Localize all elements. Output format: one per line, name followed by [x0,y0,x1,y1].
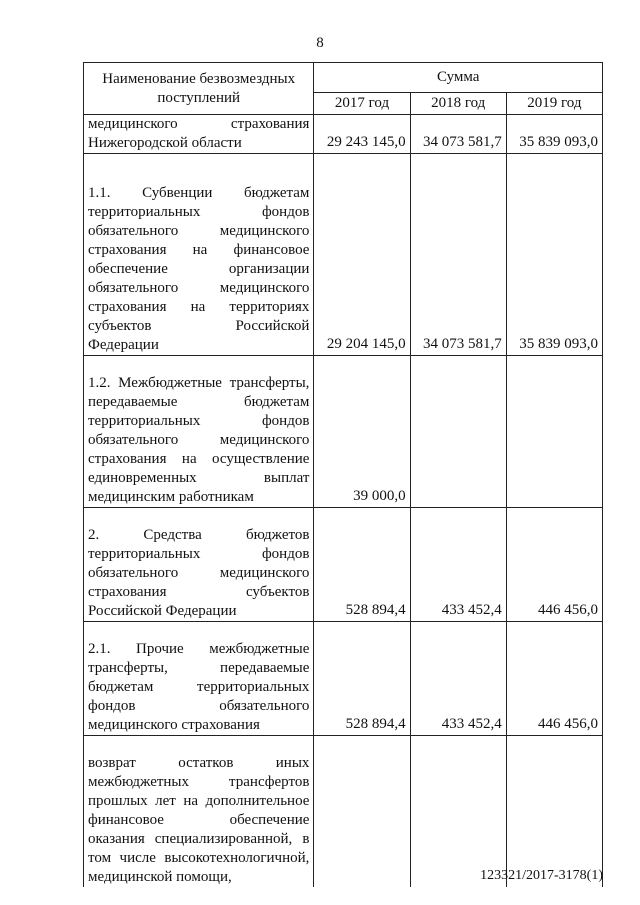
header-year-2019: 2019 год [506,93,602,115]
row-name-line: медицинского страхования [88,116,310,132]
row-name-line: территориальных фондов [88,204,310,220]
value-cell-2018: 34 073 581,7 [410,115,506,154]
row-name-line: Российской Федерации [88,603,237,619]
table-row [84,154,603,356]
value-cell-2018: 433 452,4 [410,622,506,736]
row-name-line: финансовое обеспечение [88,812,310,828]
row-name-line: прошлых лет на дополнительное [88,793,310,809]
value-cell-2017: 29 243 145,0 [314,115,410,154]
revenue-table [83,62,603,887]
value-cell-2018: 433 452,4 [410,508,506,622]
row-name-line: обеспечение организации [88,261,310,277]
row-name-line: том числе высокотехнологичной, [88,850,310,866]
value-cell-2018 [410,356,506,508]
table-row [84,356,603,508]
row-name-line: единовременных выплат [88,470,310,486]
row-name [84,115,314,154]
row-name-line: Федерации [88,337,159,353]
value-cell-2019: 446 456,0 [506,508,602,622]
value-cell-2019 [506,736,602,888]
row-name-line: трансферты, передаваемые [88,660,310,676]
row-name-line: страхования на территориях [88,299,310,315]
value-cell-2019: 35 839 093,0 [506,115,602,154]
table-row [84,115,603,154]
value-cell-2018: 34 073 581,7 [410,154,506,356]
value-cell-2017 [314,736,410,888]
value-cell-2019: 35 839 093,0 [506,154,602,356]
value-cell-2017: 528 894,4 [314,622,410,736]
value-cell-2019: 446 456,0 [506,622,602,736]
row-name-line: медицинского страхования [88,717,260,733]
row-name-line: 1.2. Межбюджетные трансферты, [88,375,310,391]
row-name-line: медицинской помощи, [88,869,232,885]
header-year-2018: 2018 год [410,93,506,115]
row-name-line: бюджетам территориальных [88,679,310,695]
row-name-line: 2.1. Прочие межбюджетные [88,641,310,657]
table-row [84,736,603,888]
row-name [84,736,314,888]
row-name-line: медицинским работникам [88,489,254,505]
row-name-line: передаваемые бюджетам [88,394,310,410]
row-name-line: обязательного медицинского [88,280,310,296]
row-name-line: страхования субъектов [88,584,310,600]
row-name [84,154,314,356]
row-name-line: фондов обязательного [88,698,310,714]
row-name-line: территориальных фондов [88,546,310,562]
value-cell-2018 [410,736,506,888]
row-name [84,622,314,736]
row-name-line: возврат остатков иных [88,755,310,771]
header-name: Наименование безвозмездных поступлений [84,63,314,115]
row-name-line: страхования на осуществление [88,451,310,467]
row-name-line: обязательного медицинского [88,223,310,239]
value-cell-2017: 29 204 145,0 [314,154,410,356]
row-name-line: обязательного медицинского [88,565,310,581]
row-name-line: территориальных фондов [88,413,310,429]
row-name [84,356,314,508]
value-cell-2017: 39 000,0 [314,356,410,508]
row-name-line: межбюджетных трансфертов [88,774,310,790]
value-cell-2017: 528 894,4 [314,508,410,622]
row-name [84,508,314,622]
row-name-line: Нижегородской области [88,135,242,151]
row-name-line: 2. Средства бюджетов [88,527,310,543]
table-row [84,622,603,736]
document-code: 123321/2017-3178(1) [480,868,603,883]
value-cell-2019 [506,356,602,508]
row-name-line: обязательного медицинского [88,432,310,448]
row-name-line: оказания специализированной, в [88,831,310,847]
table-row [84,508,603,622]
row-name-line: субъектов Российской [88,318,310,334]
row-name-line: страхования на финансовое [88,242,310,258]
page-number: 8 [316,35,324,51]
header-sum: Сумма [314,63,603,93]
row-name-line: 1.1. Субвенции бюджетам [88,185,310,201]
header-year-2017: 2017 год [314,93,410,115]
